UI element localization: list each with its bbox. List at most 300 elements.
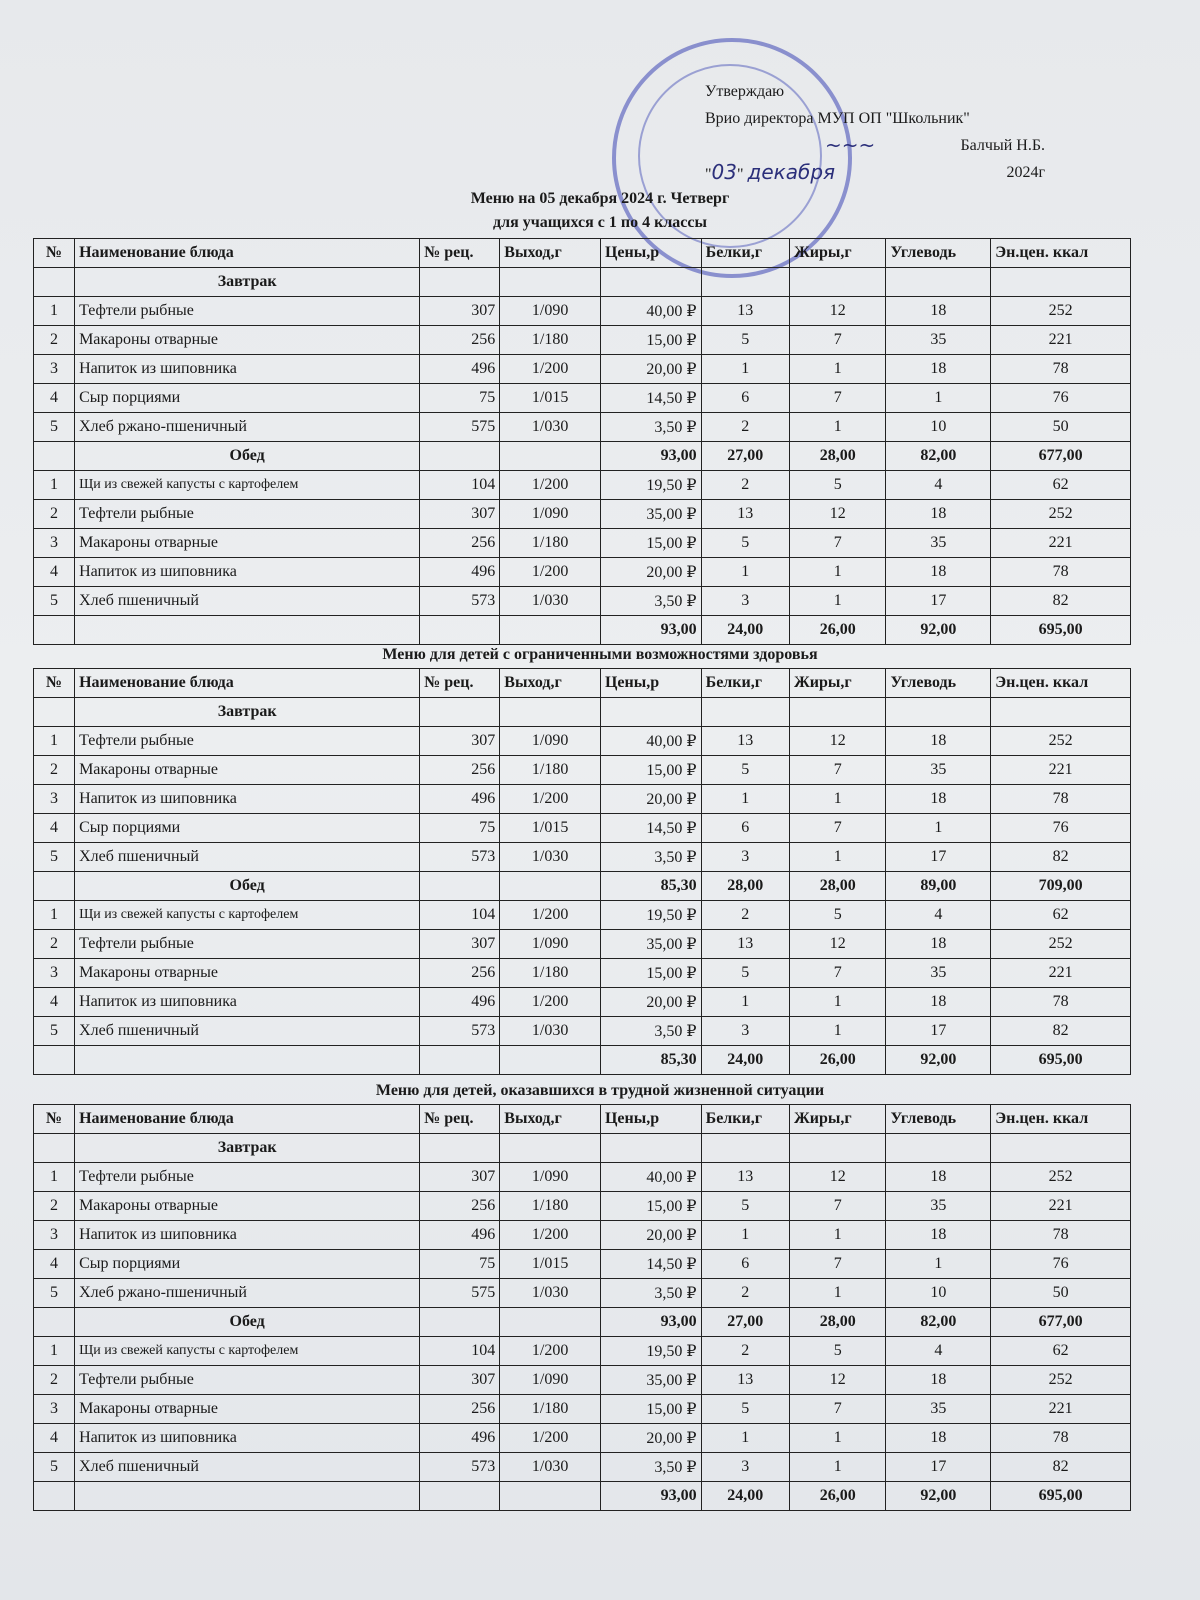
column-header: Жиры,г: [789, 239, 886, 268]
table-row: [34, 558, 1131, 587]
totals-row: [34, 1482, 1131, 1511]
proteins: 1: [701, 785, 789, 814]
price: 20,00 ₽: [600, 785, 701, 814]
proteins: 3: [701, 1453, 789, 1482]
energy: 78: [991, 1424, 1131, 1453]
total-proteins: 27,00: [701, 442, 789, 471]
recipe-number: 575: [420, 413, 500, 442]
price: 3,50 ₽: [600, 413, 701, 442]
energy: 50: [991, 413, 1131, 442]
dish-name: Хлеб ржано-пшеничный: [75, 1279, 420, 1308]
energy: 252: [991, 727, 1131, 756]
proteins: 2: [701, 413, 789, 442]
portion-output: 1/030: [500, 413, 601, 442]
fats: 7: [789, 1395, 886, 1424]
empty-cell: [789, 1134, 886, 1163]
recipe-number: 307: [420, 297, 500, 326]
carbs: 35: [886, 756, 991, 785]
price: 3,50 ₽: [600, 843, 701, 872]
table-row: [34, 500, 1131, 529]
totals-row: [34, 1308, 1131, 1337]
approval-line-1: Утверждаю: [705, 83, 785, 100]
proteins: 1: [701, 1424, 789, 1453]
approval-date: [705, 159, 1045, 188]
energy: 82: [991, 843, 1131, 872]
row-number: 5: [34, 1279, 75, 1308]
empty-cell: [420, 1308, 500, 1337]
recipe-number: 104: [420, 901, 500, 930]
empty-cell: [500, 442, 601, 471]
menu-table-3: [33, 1104, 1131, 1511]
energy: 221: [991, 1395, 1131, 1424]
price: 40,00 ₽: [600, 297, 701, 326]
price: 15,00 ₽: [600, 1192, 701, 1221]
dish-name: Макароны отварные: [75, 1192, 420, 1221]
price: 15,00 ₽: [600, 959, 701, 988]
portion-output: 1/090: [500, 1163, 601, 1192]
fats: 7: [789, 1192, 886, 1221]
empty-cell: [420, 268, 500, 297]
row-number: 1: [34, 1163, 75, 1192]
price: 3,50 ₽: [600, 1453, 701, 1482]
total-carbs: 92,00: [886, 1046, 991, 1075]
table-row: [34, 1163, 1131, 1192]
date-quote-close: ": [736, 166, 744, 183]
carbs: 18: [886, 785, 991, 814]
total-proteins: 28,00: [701, 872, 789, 901]
recipe-number: 573: [420, 1017, 500, 1046]
proteins: 3: [701, 843, 789, 872]
empty-cell: [500, 268, 601, 297]
table-row: [34, 1279, 1131, 1308]
row-number: 2: [34, 930, 75, 959]
energy: 78: [991, 1221, 1131, 1250]
dish-name: Напиток из шиповника: [75, 558, 420, 587]
date-day: 03: [711, 160, 737, 184]
total-carbs: 89,00: [886, 872, 991, 901]
energy: 82: [991, 587, 1131, 616]
table-row: [34, 1017, 1131, 1046]
price: 3,50 ₽: [600, 1017, 701, 1046]
empty-cell: [420, 698, 500, 727]
totals-row: [34, 616, 1131, 645]
table-row: [34, 297, 1131, 326]
portion-output: 1/090: [500, 727, 601, 756]
recipe-number: 75: [420, 814, 500, 843]
recipe-number: 307: [420, 727, 500, 756]
column-header: № рец.: [420, 1105, 500, 1134]
carbs: 35: [886, 1395, 991, 1424]
empty-cell: [34, 442, 75, 471]
energy: 252: [991, 500, 1131, 529]
table-row: [34, 1424, 1131, 1453]
fats: 1: [789, 413, 886, 442]
energy: 78: [991, 785, 1131, 814]
dish-name: Сыр порциями: [75, 1250, 420, 1279]
carbs: 18: [886, 297, 991, 326]
energy: 82: [991, 1453, 1131, 1482]
dish-name: Тефтели рыбные: [75, 930, 420, 959]
dish-name: Щи из свежей капусты с картофелем: [75, 901, 420, 930]
energy: 78: [991, 355, 1131, 384]
fats: 5: [789, 1337, 886, 1366]
energy: 76: [991, 1250, 1131, 1279]
fats: 7: [789, 756, 886, 785]
table-row: [34, 785, 1131, 814]
portion-output: 1/090: [500, 500, 601, 529]
dish-name: Хлеб пшеничный: [75, 587, 420, 616]
energy: 221: [991, 326, 1131, 355]
empty-cell: [886, 268, 991, 297]
proteins: 6: [701, 384, 789, 413]
empty-cell: [75, 616, 420, 645]
fats: 1: [789, 587, 886, 616]
empty-cell: [420, 1482, 500, 1511]
row-number: 5: [34, 587, 75, 616]
total-fats: 28,00: [789, 442, 886, 471]
row-number: 3: [34, 355, 75, 384]
proteins: 2: [701, 1337, 789, 1366]
row-number: 1: [34, 727, 75, 756]
carbs: 4: [886, 901, 991, 930]
total-energy: 695,00: [991, 616, 1131, 645]
row-number: 1: [34, 297, 75, 326]
column-header: №: [34, 239, 75, 268]
table-row: [34, 988, 1131, 1017]
energy: 252: [991, 1163, 1131, 1192]
column-header: № рец.: [420, 669, 500, 698]
table-row: [34, 1395, 1131, 1424]
portion-output: 1/015: [500, 814, 601, 843]
dish-name: Сыр порциями: [75, 814, 420, 843]
row-number: 2: [34, 756, 75, 785]
table-row: [34, 529, 1131, 558]
row-number: 3: [34, 1395, 75, 1424]
fats: 5: [789, 471, 886, 500]
portion-output: 1/030: [500, 1017, 601, 1046]
portion-output: 1/030: [500, 1453, 601, 1482]
column-header: Жиры,г: [789, 669, 886, 698]
recipe-number: 496: [420, 1221, 500, 1250]
column-header: Выход,г: [500, 669, 601, 698]
empty-cell: [991, 1134, 1131, 1163]
empty-cell: [75, 1482, 420, 1511]
total-carbs: 92,00: [886, 616, 991, 645]
recipe-number: 307: [420, 1366, 500, 1395]
portion-output: 1/200: [500, 1337, 601, 1366]
proteins: 3: [701, 1017, 789, 1046]
proteins: 13: [701, 727, 789, 756]
proteins: 13: [701, 500, 789, 529]
portion-output: 1/180: [500, 1192, 601, 1221]
price: 14,50 ₽: [600, 814, 701, 843]
fats: 12: [789, 1163, 886, 1192]
portion-output: 1/015: [500, 1250, 601, 1279]
price: 40,00 ₽: [600, 727, 701, 756]
table-row: [34, 1250, 1131, 1279]
meal-label: Обед: [75, 1308, 420, 1337]
energy: 221: [991, 1192, 1131, 1221]
portion-output: 1/200: [500, 785, 601, 814]
recipe-number: 307: [420, 500, 500, 529]
energy: 78: [991, 558, 1131, 587]
recipe-number: 307: [420, 1163, 500, 1192]
proteins: 5: [701, 959, 789, 988]
recipe-number: 573: [420, 843, 500, 872]
carbs: 17: [886, 1017, 991, 1046]
row-number: 1: [34, 471, 75, 500]
table-row: [34, 901, 1131, 930]
empty-cell: [420, 616, 500, 645]
carbs: 1: [886, 814, 991, 843]
meal-label: Обед: [75, 442, 420, 471]
carbs: 18: [886, 1424, 991, 1453]
proteins: 5: [701, 529, 789, 558]
empty-cell: [420, 872, 500, 901]
column-header: Углеводь: [886, 669, 991, 698]
column-header: Белки,г: [701, 239, 789, 268]
proteins: 1: [701, 355, 789, 384]
table-row: [34, 814, 1131, 843]
total-fats: 26,00: [789, 1482, 886, 1511]
proteins: 5: [701, 1192, 789, 1221]
fats: 1: [789, 1017, 886, 1046]
proteins: 1: [701, 558, 789, 587]
column-header: Цены,р: [600, 1105, 701, 1134]
recipe-number: 256: [420, 756, 500, 785]
carbs: 1: [886, 384, 991, 413]
meal-label: Завтрак: [75, 1134, 420, 1163]
dish-name: Щи из свежей капусты с картофелем: [75, 471, 420, 500]
portion-output: 1/180: [500, 1395, 601, 1424]
total-energy: 695,00: [991, 1046, 1131, 1075]
proteins: 1: [701, 1221, 789, 1250]
table-row: [34, 587, 1131, 616]
carbs: 4: [886, 471, 991, 500]
empty-cell: [701, 268, 789, 297]
total-energy: 677,00: [991, 442, 1131, 471]
energy: 78: [991, 988, 1131, 1017]
empty-cell: [600, 268, 701, 297]
empty-cell: [34, 1308, 75, 1337]
carbs: 18: [886, 558, 991, 587]
empty-cell: [991, 698, 1131, 727]
portion-output: 1/200: [500, 1424, 601, 1453]
table-row: [34, 959, 1131, 988]
fats: 7: [789, 384, 886, 413]
dish-name: Тефтели рыбные: [75, 297, 420, 326]
dish-name: Тефтели рыбные: [75, 1163, 420, 1192]
empty-cell: [701, 698, 789, 727]
price: 3,50 ₽: [600, 587, 701, 616]
row-number: 5: [34, 843, 75, 872]
price: 20,00 ₽: [600, 355, 701, 384]
recipe-number: 256: [420, 959, 500, 988]
energy: 76: [991, 384, 1131, 413]
portion-output: 1/090: [500, 1366, 601, 1395]
portion-output: 1/180: [500, 756, 601, 785]
recipe-number: 104: [420, 471, 500, 500]
table-header-row: [34, 239, 1131, 268]
dish-name: Макароны отварные: [75, 756, 420, 785]
carbs: 35: [886, 529, 991, 558]
portion-output: 1/200: [500, 355, 601, 384]
energy: 62: [991, 471, 1131, 500]
empty-cell: [75, 1046, 420, 1075]
empty-cell: [34, 1482, 75, 1511]
carbs: 18: [886, 727, 991, 756]
price: 19,50 ₽: [600, 471, 701, 500]
price: 35,00 ₽: [600, 1366, 701, 1395]
empty-cell: [34, 872, 75, 901]
energy: 252: [991, 1366, 1131, 1395]
proteins: 13: [701, 930, 789, 959]
table-row: [34, 471, 1131, 500]
menu-title: Меню на 05 декабря 2024 г. Четверг: [470, 190, 730, 207]
carbs: 35: [886, 959, 991, 988]
carbs: 18: [886, 355, 991, 384]
column-header: Выход,г: [500, 1105, 601, 1134]
dish-name: Тефтели рыбные: [75, 727, 420, 756]
column-header: Эн.цен. ккал: [991, 669, 1131, 698]
portion-output: 1/090: [500, 930, 601, 959]
empty-cell: [420, 442, 500, 471]
row-number: 4: [34, 384, 75, 413]
total-proteins: 27,00: [701, 1308, 789, 1337]
menu-table-1: [33, 238, 1131, 645]
row-number: 3: [34, 529, 75, 558]
portion-output: 1/180: [500, 326, 601, 355]
price: 20,00 ₽: [600, 1221, 701, 1250]
fats: 1: [789, 843, 886, 872]
column-header: №: [34, 1105, 75, 1134]
section-title: Меню для детей с ограниченными возможностями здоровья: [382, 646, 818, 663]
dish-name: Тефтели рыбные: [75, 500, 420, 529]
recipe-number: 256: [420, 1192, 500, 1221]
energy: 50: [991, 1279, 1131, 1308]
dish-name: Напиток из шиповника: [75, 785, 420, 814]
table-row: [34, 326, 1131, 355]
row-number: 2: [34, 1192, 75, 1221]
carbs: 10: [886, 1279, 991, 1308]
empty-cell: [886, 698, 991, 727]
portion-output: 1/030: [500, 1279, 601, 1308]
dish-name: Напиток из шиповника: [75, 1221, 420, 1250]
dish-name: Напиток из шиповника: [75, 988, 420, 1017]
total-price: 93,00: [600, 616, 701, 645]
approval-line-2: Врио директора МУП ОП "Школьник": [705, 110, 970, 127]
total-fats: 26,00: [789, 1046, 886, 1075]
total-proteins: 24,00: [701, 1046, 789, 1075]
menu-table-2: [33, 668, 1131, 1075]
signer-name: Балчый Н.Б.: [960, 137, 1045, 154]
recipe-number: 573: [420, 1453, 500, 1482]
fats: 7: [789, 1250, 886, 1279]
handwritten-signature-icon: ~~~: [825, 133, 876, 157]
proteins: 3: [701, 587, 789, 616]
total-carbs: 82,00: [886, 1308, 991, 1337]
carbs: 10: [886, 413, 991, 442]
empty-cell: [886, 1134, 991, 1163]
price: 3,50 ₽: [600, 1279, 701, 1308]
carbs: 18: [886, 988, 991, 1017]
proteins: 5: [701, 1395, 789, 1424]
total-energy: 709,00: [991, 872, 1131, 901]
total-price: 93,00: [600, 442, 701, 471]
empty-cell: [34, 268, 75, 297]
carbs: 17: [886, 843, 991, 872]
recipe-number: 496: [420, 1424, 500, 1453]
column-header: Углеводь: [886, 1105, 991, 1134]
portion-output: 1/200: [500, 901, 601, 930]
row-number: 2: [34, 500, 75, 529]
meal-label: Обед: [75, 872, 420, 901]
row-number: 5: [34, 1017, 75, 1046]
column-header: Наименование блюда: [75, 669, 420, 698]
fats: 1: [789, 988, 886, 1017]
total-carbs: 92,00: [886, 1482, 991, 1511]
proteins: 6: [701, 814, 789, 843]
price: 19,50 ₽: [600, 901, 701, 930]
dish-name: Напиток из шиповника: [75, 355, 420, 384]
price: 40,00 ₽: [600, 1163, 701, 1192]
portion-output: 1/200: [500, 558, 601, 587]
table-row: [34, 843, 1131, 872]
row-number: 4: [34, 558, 75, 587]
table-row: [34, 384, 1131, 413]
fats: 7: [789, 814, 886, 843]
portion-output: 1/030: [500, 843, 601, 872]
fats: 12: [789, 297, 886, 326]
dish-name: Хлеб пшеничный: [75, 1453, 420, 1482]
table-row: [34, 1221, 1131, 1250]
recipe-number: 256: [420, 529, 500, 558]
date-quote-open: ": [705, 166, 712, 183]
empty-cell: [789, 268, 886, 297]
recipe-number: 496: [420, 355, 500, 384]
dish-name: Макароны отварные: [75, 326, 420, 355]
total-energy: 695,00: [991, 1482, 1131, 1511]
table-row: [34, 930, 1131, 959]
table-row: [34, 1453, 1131, 1482]
fats: 1: [789, 558, 886, 587]
approval-block: [705, 78, 1045, 188]
row-number: 1: [34, 1337, 75, 1366]
energy: 252: [991, 930, 1131, 959]
row-number: 4: [34, 1424, 75, 1453]
proteins: 2: [701, 1279, 789, 1308]
energy: 62: [991, 901, 1131, 930]
column-header: № рец.: [420, 239, 500, 268]
row-number: 5: [34, 413, 75, 442]
table-row: [34, 413, 1131, 442]
price: 15,00 ₽: [600, 529, 701, 558]
date-year: 2024г: [1006, 164, 1045, 181]
row-number: 3: [34, 959, 75, 988]
total-fats: 26,00: [789, 616, 886, 645]
carbs: 35: [886, 326, 991, 355]
energy: 221: [991, 529, 1131, 558]
energy: 252: [991, 297, 1131, 326]
row-number: 3: [34, 785, 75, 814]
empty-cell: [500, 1134, 601, 1163]
recipe-number: 307: [420, 930, 500, 959]
column-header: Белки,г: [701, 669, 789, 698]
signature-line: [705, 132, 1045, 159]
carbs: 4: [886, 1337, 991, 1366]
column-header: Жиры,г: [789, 1105, 886, 1134]
recipe-number: 496: [420, 988, 500, 1017]
